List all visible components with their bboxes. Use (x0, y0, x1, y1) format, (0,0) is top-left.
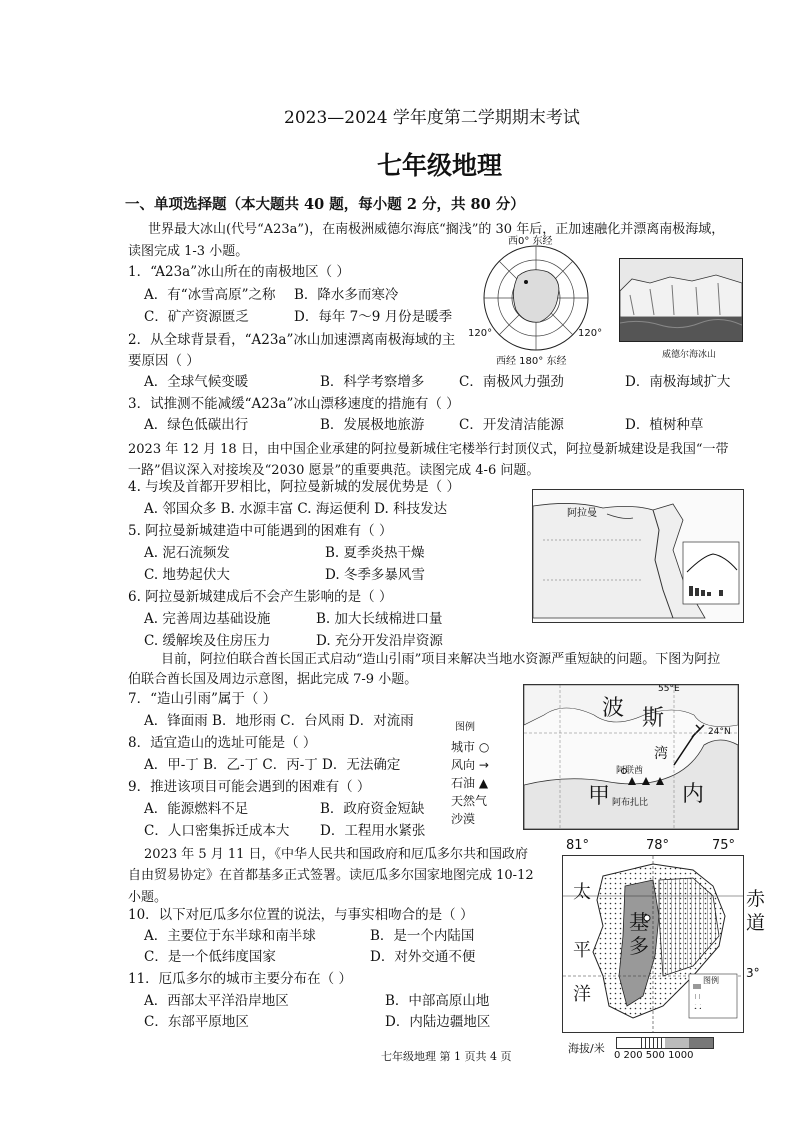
ecuador-capital-char-1: 基 (629, 910, 649, 934)
question-10: 10．以下对厄瓜多尔位置的说法，与事实相吻合的是（ ） (128, 907, 474, 923)
q11-option-a: A．西部太平洋沿岸地区 (144, 993, 289, 1009)
q4-options: A. 邻国众多 B. 水源丰富 C. 海运便利 D. 科技发达 (144, 501, 448, 517)
uae-legend-title: 图例 (455, 722, 475, 733)
page-footer: 七年级地理 第 1 页共 4 页 (381, 1050, 512, 1063)
uae-legend-oil: 石油 ▲ (451, 776, 489, 790)
q7-options: A．锋面雨 B．地形雨 C．台风雨 D．对流雨 (144, 713, 414, 729)
group3-intro-line1: 目前，阿拉伯联合酋长国正式启动“造山引雨”项目来解决当地水资源严重短缺的问题。下图为阿拉 (161, 652, 721, 667)
group4-intro-line1: 2023 年 5 月 11 日，《中华人民共和国政府和厄瓜多尔共和国政府 (144, 847, 529, 862)
question-1: 1．“A23a”冰山所在的南极地区（ ） (128, 264, 350, 280)
uae-legend-gas: 天然气 (451, 794, 488, 808)
elevation-band-4 (689, 1038, 713, 1048)
q10-option-d: D．对外交通不便 (370, 949, 476, 965)
q1-option-a: A．有“冰雪高原”之称 (144, 287, 276, 303)
subject-title: 七年级地理 (377, 151, 503, 180)
question-11: 11．厄瓜多尔的城市主要分布在（ ） (128, 971, 352, 987)
q3-option-d: D．植树种草 (625, 417, 704, 433)
q2-option-a: A．全球气候变暖 (144, 374, 249, 390)
q5-option-c: C. 地势起伏大 (144, 567, 230, 583)
group2-intro-line1: 2023 年 12 月 18 日，由中国企业承建的阿拉曼新城住宅楼举行封顶仪式，阿拉曼新城建设是我国“一带 (128, 442, 729, 457)
ecuador-lon-1: 81° (566, 838, 590, 853)
equator-label-char-1: 赤 (746, 888, 766, 910)
ecuador-lon-2: 78° (646, 838, 670, 853)
uae-map-figure (523, 684, 739, 830)
uae-country-label: 阿联酋 (616, 766, 644, 776)
equator-label-char-2: 道 (746, 912, 766, 934)
q1-option-d: D．每年 7～9 月份是暖季 (294, 309, 453, 325)
exam-title: 2023—2024 学年度第二学期期末考试 (284, 108, 580, 128)
iceberg-photo-caption: 威德尔海冰山 (662, 350, 717, 360)
ecuador-ocean-char-2: 平 (573, 940, 591, 961)
q10-option-a: A．主要位于东半球和南半球 (144, 928, 316, 944)
q5-option-a: A. 泥石流频发 (144, 545, 230, 561)
polar-right-label: 120° (578, 328, 603, 339)
egypt-map-graphic (533, 490, 743, 622)
question-5: 5. 阿拉曼新城建造中可能遇到的困难有（ ） (128, 523, 393, 539)
elevation-scale-values: 0 200 500 1000 (614, 1050, 694, 1061)
q2-option-c: C．南极风力强劲 (459, 374, 564, 390)
question-9: 9．推进该项目可能会遇到的困难有（ ） (128, 779, 371, 795)
polar-bottom-label: 西经 180° 东经 (496, 356, 567, 367)
ecuador-lon-3: 75° (712, 838, 736, 853)
uae-lon-label: 55°E (658, 684, 680, 694)
ecuador-ocean-char-3: 洋 (573, 984, 591, 1005)
elevation-band-1 (617, 1038, 641, 1048)
q1-option-b: B．降水多而寒冷 (294, 287, 399, 303)
uae-lat-label: 24°N (708, 727, 731, 737)
group1-intro-line2: 读图完成 1-3 小题。 (128, 244, 249, 259)
q11-option-b: B．中部高原山地 (385, 993, 490, 1009)
q3-option-a: A．绿色低碳出行 (144, 417, 249, 433)
section-heading: 一、单项选择题（本大题共 40 题，每小题 2 分，共 80 分） (125, 196, 525, 213)
q5-option-d: D. 冬季多暴风雪 (325, 567, 425, 583)
polar-grid-graphic (470, 236, 602, 364)
elevation-band-2 (641, 1038, 665, 1048)
q6-option-d: D. 充分开发沿岸资源 (316, 633, 443, 649)
q3-option-c: C．开发清洁能源 (459, 417, 564, 433)
q10-option-b: B．是一个内陆国 (370, 928, 475, 944)
q9-option-c: C．人口密集拆迁成本大 (144, 823, 290, 839)
question-8: 8．适宜造山的选址可能是（ ） (128, 735, 317, 751)
question-4: 4. 与埃及首都开罗相比，阿拉曼新城的发展优势是（ ） (128, 479, 460, 495)
elevation-scale-bar (616, 1037, 714, 1049)
polar-left-label: 120° (468, 328, 493, 339)
ecuador-capital-char-2: 多 (629, 934, 649, 958)
uae-map-char-1: 波 (602, 696, 625, 721)
ecuador-lat-label: 3° (746, 966, 760, 980)
q6-option-c: C. 缓解埃及住房压力 (144, 633, 271, 649)
polar-top-label: 西0° 东经 (508, 236, 553, 247)
question-2-line2: 要原因（ ） (128, 353, 200, 369)
q10-option-c: C．是一个低纬度国家 (144, 949, 276, 965)
group4-intro-line2: 自由贸易协定》在首都基多正式签署。读厄瓜多尔国家地图完成 10-12 (128, 868, 534, 883)
uae-map-char-3: 湾 (654, 746, 668, 762)
elevation-scale-label: 海拔/米 (568, 1042, 605, 1055)
uae-map-char-4: 内 (682, 782, 705, 807)
q6-option-b: B. 加大长绒棉进口量 (316, 611, 443, 627)
q1-option-c: C．矿产资源匮乏 (144, 309, 249, 325)
uae-legend-wind: 风向 → (451, 758, 489, 772)
question-2-line1: 2．从全球背景看，“A23a”冰山加速漂离南极海域的主 (128, 332, 456, 348)
question-6: 6. 阿拉曼新城建成后不会产生影响的是（ ） (128, 589, 393, 605)
uae-map-legend (451, 718, 523, 830)
q9-option-d: D．工程用水紧张 (320, 823, 426, 839)
group3-intro-line2: 伯联合酋长国及周边示意图，据此完成 7-9 小题。 (128, 672, 418, 687)
q2-option-b: B．科学考察增多 (320, 374, 425, 390)
q8-options: A．甲-丁 B．乙-丁 C．丙-丁 D．无法确定 (144, 757, 401, 773)
uae-capital-label: 阿布扎比 (612, 798, 649, 808)
q6-option-a: A. 完善周边基础设施 (144, 611, 271, 627)
ecuador-ocean-char-1: 太 (573, 882, 591, 903)
uae-legend-desert: 沙漠 (451, 812, 476, 826)
q2-option-d: D．南极海域扩大 (625, 374, 731, 390)
iceberg-graphic (620, 259, 742, 341)
iceberg-photo (619, 258, 743, 342)
elevation-band-3 (665, 1038, 689, 1048)
group2-intro-line2: 一路”倡议深入对接埃及“2030 愿景”的重要典范。读图完成 4-6 问题。 (128, 463, 540, 478)
q11-option-c: C．东部平原地区 (144, 1014, 249, 1030)
q9-option-b: B．政府资金短缺 (320, 801, 425, 817)
question-7: 7．“造山引雨”属于（ ） (128, 691, 277, 707)
question-3: 3．试推测不能减缓“A23a”冰山漂移速度的措施有（ ） (128, 396, 460, 412)
egypt-map-city-label: 阿拉曼 (567, 508, 597, 519)
uae-legend-city: 城市 ○ (451, 740, 490, 754)
group1-intro-line1: 世界最大冰山(代号“A23a”)，在南极洲威德尔海底“搁浅”的 30 年后，正加速融化并漂离南极海域， (148, 222, 725, 237)
egypt-map-figure (532, 489, 744, 623)
ecuador-map-figure (562, 855, 744, 1033)
polar-map-figure (468, 236, 603, 367)
uae-map-char-5: 甲 (588, 784, 611, 809)
group4-intro-line3: 小题。 (128, 890, 168, 905)
q9-option-a: A．能源燃料不足 (144, 801, 249, 817)
q3-option-b: B．发展极地旅游 (320, 417, 425, 433)
uae-map-char-2: 斯 (642, 706, 665, 731)
q5-option-b: B. 夏季炎热干燥 (325, 545, 425, 561)
q11-option-d: D．内陆边疆地区 (385, 1014, 491, 1030)
ecuador-legend-title: 图例 (703, 976, 719, 985)
